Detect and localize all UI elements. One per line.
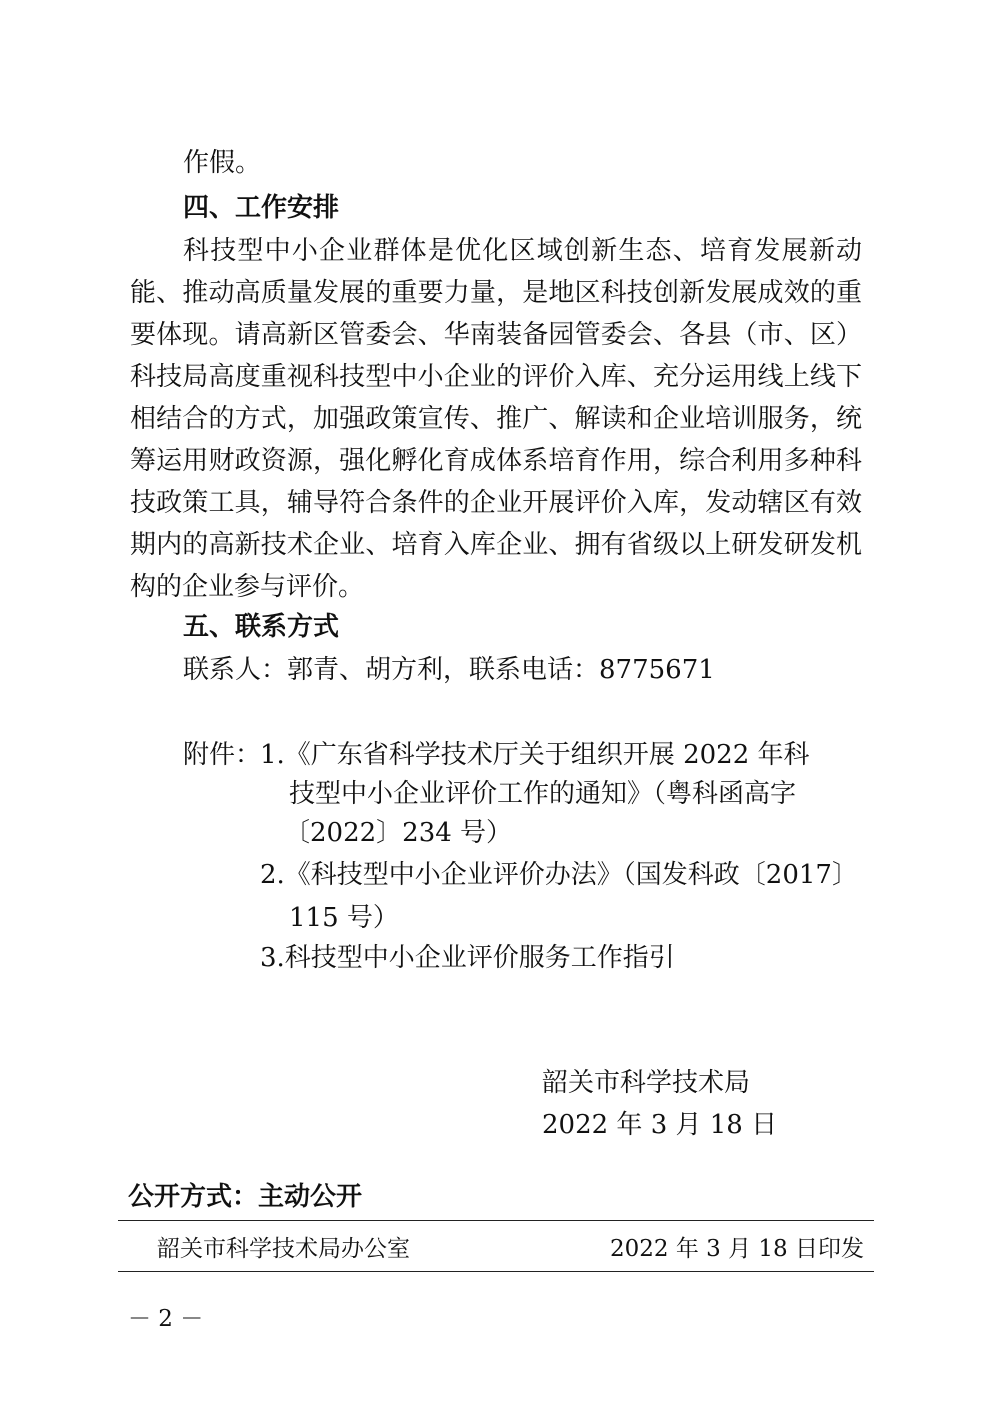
footer-bottom-rule [118,1271,874,1272]
footer-print-date: 2022 年 3 月 18 日印发 [610,1236,864,1262]
footer-top-rule [118,1220,874,1221]
paragraph-line: 科技型中小企业群体是优化区域创新生态、培育发展新动 [183,236,862,266]
paragraph-line: 筹运用财政资源，强化孵化育成体系培育作用，综合利用多种科 [130,446,862,476]
signature-org: 韶关市科学技术局 [542,1068,751,1098]
paragraph-line: 科技局高度重视科技型中小企业的评价入库、充分运用线上线下 [130,362,862,392]
signature-date: 2022 年 3 月 18 日 [542,1110,778,1140]
attachment-item-line: 1.《广东省科学技术厅关于组织开展 2022 年科 [260,740,810,770]
attachment-item-line: 技型中小企业评价工作的通知》（粤科函高字 [289,779,797,809]
section5-heading: 五、联系方式 [183,612,340,642]
paragraph-line: 构的企业参与评价。 [130,572,365,602]
paragraph-line: 能、推动高质量发展的重要力量，是地区科技创新发展成效的重 [130,278,862,308]
footer-office: 韶关市科学技术局办公室 [157,1236,410,1262]
contact-line: 联系人：郭青、胡方利，联系电话：8775671 [183,655,715,685]
attachment-item-line: 3.科技型中小企业评价服务工作指引 [260,943,675,973]
section4-heading: 四、工作安排 [183,193,340,223]
intro-tail: 作假。 [183,148,262,178]
attachments-label: 附件： [183,740,262,770]
paragraph-line: 技政策工具，辅导符合条件的企业开展评价入库，发动辖区有效 [130,488,862,518]
attachment-item-line: 〔2022〕234 号） [284,818,513,848]
attachment-item-line: 2.《科技型中小企业评价办法》（国发科政〔2017〕 [260,860,858,890]
paragraph-line: 要体现。请高新区管委会、华南装备园管委会、各县（市、区） [130,320,862,350]
paragraph-line: 相结合的方式，加强政策宣传、推广、解读和企业培训服务，统 [130,404,862,434]
paragraph-line: 期内的高新技术企业、培育入库企业、拥有省级以上研发研发机 [130,530,862,560]
disclosure-label: 公开方式：主动公开 [128,1182,363,1212]
page-number: － 2 － [128,1306,204,1332]
attachment-item-line: 115 号） [289,903,399,933]
